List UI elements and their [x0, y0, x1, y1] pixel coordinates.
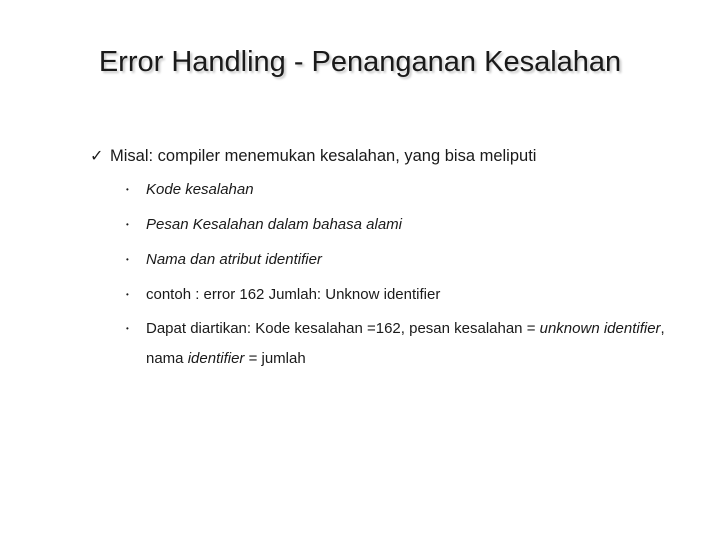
list-item	[126, 314, 686, 374]
item-text-part: = jumlah	[244, 350, 306, 367]
list-item	[126, 215, 686, 234]
main-point-text: Misal: compiler menemukan kesalahan, yang bisa meliputi	[110, 147, 537, 165]
list-item	[126, 180, 686, 199]
item-text-italic: identifier	[187, 350, 245, 367]
main-point	[90, 146, 536, 166]
bullet-icon: •	[126, 324, 129, 333]
item-text: Pesan Kesalahan dalam bahasa alami	[146, 216, 403, 233]
item-text: Nama dan atribut identifier	[146, 251, 322, 268]
checkmark-icon: ✓	[90, 148, 104, 165]
list-item	[126, 250, 686, 269]
bullet-icon: •	[126, 290, 129, 299]
item-text-part: Dapat diartikan: Kode kesalahan =162, pesan kesalahan =	[146, 320, 540, 337]
slide-title: Error Handling - Penanganan Kesalahan	[98, 46, 622, 78]
item-text: Kode kesalahan	[146, 181, 254, 198]
item-text-italic: unknown identifier	[539, 320, 661, 337]
item-text-part: , nama	[146, 320, 665, 367]
list-item	[126, 285, 686, 304]
bullet-icon: •	[126, 185, 129, 194]
sub-point-list	[126, 180, 686, 390]
bullet-icon: •	[126, 255, 129, 264]
item-text: contoh : error 162 Jumlah: Unknow identifier	[146, 286, 441, 303]
bullet-icon: •	[126, 220, 129, 229]
